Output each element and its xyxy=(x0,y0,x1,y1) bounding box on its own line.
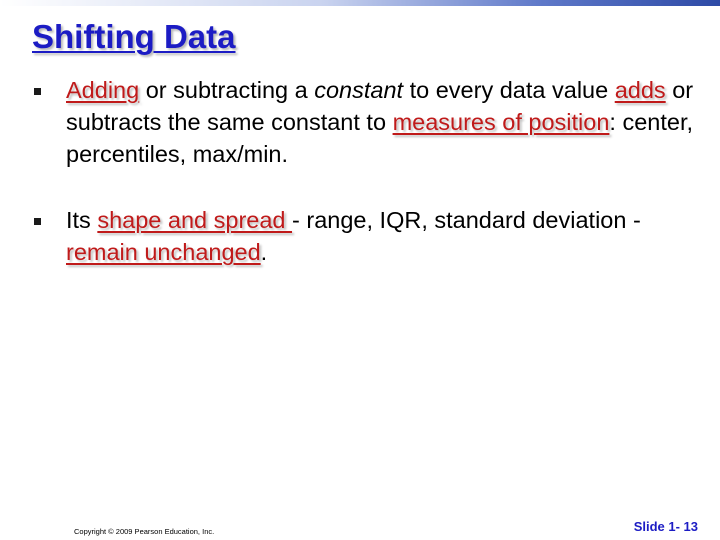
emphasis-text: measures of position xyxy=(392,109,610,135)
emphasis-text: adds xyxy=(614,77,666,103)
bullet-text: : center, percentiles, max/min. xyxy=(66,109,694,167)
square-bullet-icon xyxy=(34,218,41,225)
bullet-text: or subtracting a xyxy=(139,77,315,103)
emphasis-text: remain unchanged xyxy=(66,239,261,265)
slide-number: Slide 1- 13 xyxy=(633,519,698,534)
square-bullet-icon xyxy=(34,88,41,95)
bullet-text: . xyxy=(260,239,268,265)
bullet-list xyxy=(34,74,704,268)
bullet-item xyxy=(34,204,704,268)
copyright-notice: Copyright © 2009 Pearson Education, Inc. xyxy=(74,527,215,536)
slide-title: Shifting Data xyxy=(32,18,236,55)
header-gradient-bar xyxy=(0,0,720,6)
emphasis-text: shape and spread xyxy=(97,207,293,233)
bullet-item xyxy=(34,74,704,170)
bullet-text: - range, IQR, standard deviation - xyxy=(292,207,641,233)
emphasis-text: Adding xyxy=(66,77,140,103)
bullet-text: or subtracts the same constant to xyxy=(66,77,694,135)
bullet-text: to every data value xyxy=(403,77,615,103)
italic-text: constant xyxy=(314,77,404,103)
bullet-text: Its xyxy=(66,207,98,233)
